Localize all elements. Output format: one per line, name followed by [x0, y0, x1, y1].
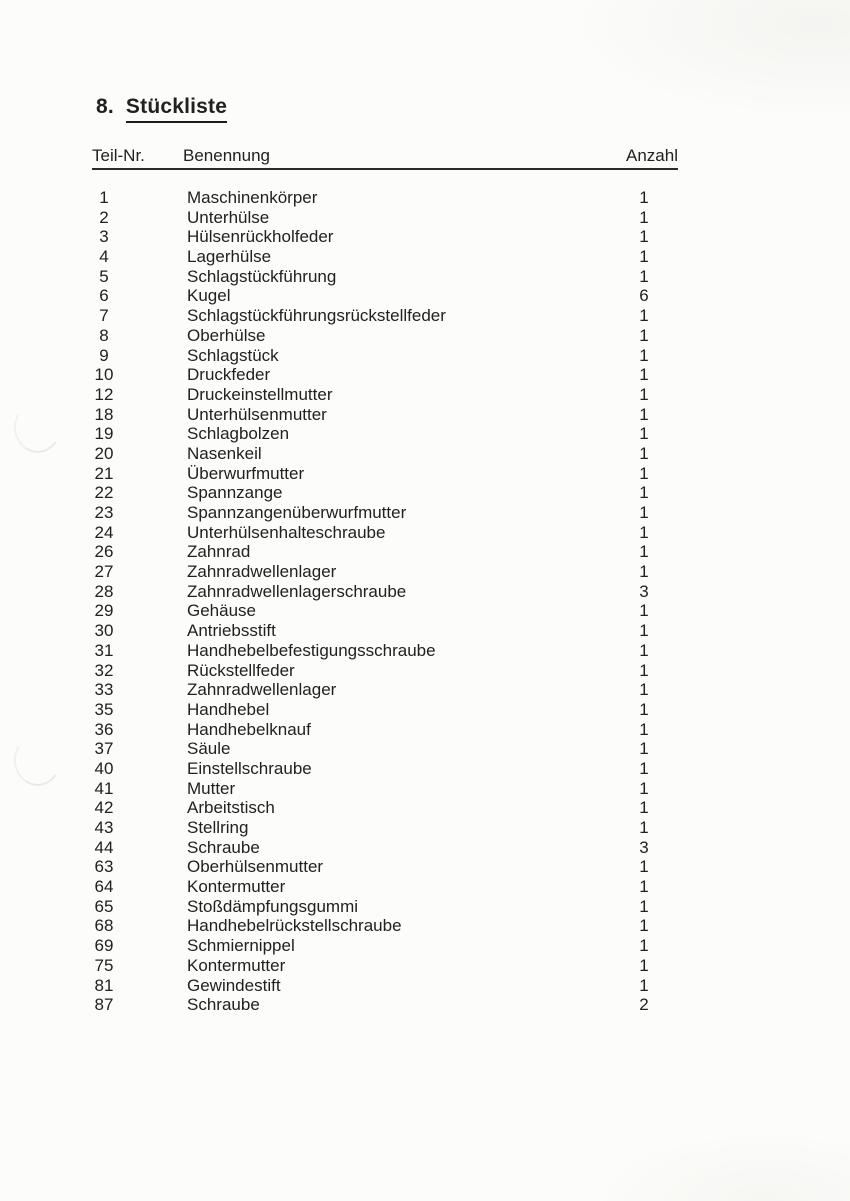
part-name-cell: Rückstellfeder — [187, 660, 295, 680]
part-number-cell: 68 — [94, 916, 114, 936]
table-row — [92, 720, 664, 740]
part-name-cell: Zahnradwellenlager — [187, 680, 337, 700]
table-row — [92, 621, 664, 641]
part-number-cell: 87 — [94, 995, 114, 1015]
table-row — [92, 365, 664, 385]
quantity-cell: 1 — [639, 542, 649, 562]
part-name-cell: Druckeinstellmutter — [187, 384, 333, 404]
quantity-cell: 1 — [639, 503, 649, 522]
quantity-cell: 1 — [639, 896, 649, 916]
part-name-cell: Kontermutter — [187, 877, 286, 897]
part-number-cell: 36 — [94, 719, 114, 739]
quantity-cell: 2 — [639, 995, 649, 1015]
quantity-cell: 1 — [639, 463, 649, 483]
part-name-cell: Druckfeder — [187, 365, 271, 385]
part-number-cell: 65 — [94, 896, 114, 916]
table-row — [92, 956, 664, 976]
part-number-cell: 5 — [99, 266, 109, 286]
part-name-cell: Stoßdämpfungsgummi — [187, 896, 359, 916]
table-row — [92, 267, 664, 287]
part-name-cell: Schraube — [187, 995, 260, 1015]
quantity-cell: 1 — [639, 404, 649, 424]
part-name-cell: Zahnrad — [187, 542, 251, 562]
part-name-cell: Schlagstück — [187, 345, 279, 365]
part-number-cell: 23 — [94, 503, 114, 522]
quantity-cell: 1 — [639, 207, 649, 227]
part-number-cell: 37 — [94, 739, 114, 759]
table-row — [92, 936, 664, 956]
table-row — [92, 798, 664, 818]
parts-table-header — [92, 147, 678, 170]
part-name-cell: Oberhülse — [187, 325, 266, 345]
part-name-cell: Handhebelbefestigungsschraube — [187, 640, 436, 660]
part-number-cell: 35 — [94, 699, 114, 719]
part-name-cell: Zahnradwellenlagerschraube — [187, 581, 407, 601]
quantity-cell: 1 — [639, 660, 649, 680]
quantity-cell: 1 — [639, 306, 649, 326]
part-number-cell: 9 — [99, 345, 109, 365]
table-row — [92, 247, 664, 267]
part-number-cell: 41 — [94, 778, 114, 798]
part-name-cell: Hülsenrückholfeder — [187, 227, 334, 247]
part-number-cell: 33 — [94, 680, 114, 700]
table-row — [92, 346, 664, 366]
table-row — [92, 995, 664, 1015]
section-heading — [96, 95, 227, 123]
quantity-cell: 1 — [639, 778, 649, 798]
part-number-cell: 27 — [94, 562, 114, 582]
part-number-cell: 81 — [94, 975, 114, 995]
quantity-cell: 1 — [639, 345, 649, 365]
part-name-cell: Gewindestift — [187, 975, 281, 995]
part-name-cell: Nasenkeil — [187, 443, 262, 463]
part-number-cell: 40 — [94, 758, 114, 778]
quantity-cell: 1 — [639, 227, 649, 247]
part-number-cell: 21 — [94, 463, 114, 483]
table-row — [92, 286, 664, 306]
part-number-cell: 12 — [94, 384, 114, 404]
part-number-cell: 29 — [94, 601, 114, 621]
table-row — [92, 700, 664, 720]
part-name-cell: Unterhülsenmutter — [187, 404, 327, 424]
scan-artifact-mark — [9, 399, 64, 457]
table-row — [92, 976, 664, 996]
table-row — [92, 582, 664, 602]
part-name-cell: Oberhülsenmutter — [187, 857, 324, 877]
part-number-cell: 28 — [94, 581, 114, 601]
table-row — [92, 306, 664, 326]
part-number-cell: 4 — [99, 247, 109, 267]
quantity-cell: 1 — [639, 325, 649, 345]
part-number-cell: 1 — [99, 188, 109, 207]
quantity-cell: 1 — [639, 443, 649, 463]
quantity-cell: 1 — [639, 975, 649, 995]
scan-artifact-mark — [9, 732, 64, 790]
table-row — [92, 405, 664, 425]
table-row — [92, 444, 664, 464]
part-name-cell: Schlagstückführungsrückstellfeder — [187, 306, 446, 326]
table-row — [92, 857, 664, 877]
table-row — [92, 739, 664, 759]
quantity-cell: 1 — [639, 936, 649, 956]
table-row — [92, 503, 664, 523]
table-row — [92, 523, 664, 543]
quantity-cell: 1 — [639, 424, 649, 444]
section-title: Stückliste — [126, 95, 227, 123]
quantity-cell: 1 — [639, 247, 649, 267]
quantity-cell: 1 — [639, 719, 649, 739]
table-row — [92, 916, 664, 936]
part-name-cell: Stellring — [187, 818, 249, 837]
table-row — [92, 483, 664, 503]
quantity-cell: 1 — [639, 522, 649, 542]
quantity-cell: 1 — [639, 188, 649, 207]
quantity-cell: 1 — [639, 857, 649, 877]
part-number-cell: 18 — [94, 404, 114, 424]
part-number-cell: 26 — [94, 542, 114, 562]
part-number-cell: 44 — [94, 837, 114, 857]
part-name-cell: Arbeitstisch — [187, 798, 275, 818]
part-name-cell: Kontermutter — [187, 955, 286, 975]
part-name-cell: Gehäuse — [187, 601, 256, 621]
quantity-cell: 1 — [639, 601, 649, 621]
table-row — [92, 326, 664, 346]
part-name-cell: Antriebsstift — [187, 621, 276, 641]
quantity-cell: 1 — [639, 758, 649, 778]
quantity-cell: 1 — [639, 699, 649, 719]
part-number-cell: 19 — [94, 424, 114, 444]
part-name-cell: Unterhülsenhalteschraube — [187, 522, 386, 542]
part-name-cell: Säule — [187, 739, 231, 759]
quantity-cell: 1 — [639, 640, 649, 660]
part-name-cell: Schlagbolzen — [187, 424, 290, 444]
part-number-cell: 24 — [94, 522, 114, 542]
table-row — [92, 385, 664, 405]
quantity-cell: 1 — [639, 621, 649, 641]
part-number-cell: 7 — [99, 306, 109, 326]
quantity-cell: 6 — [639, 286, 649, 306]
parts-table-body — [92, 188, 664, 1015]
quantity-cell: 1 — [639, 680, 649, 700]
part-name-cell: Überwurfmutter — [187, 463, 305, 483]
part-name-cell: Handhebel — [187, 699, 270, 719]
quantity-cell: 3 — [639, 837, 649, 857]
table-row — [92, 208, 664, 228]
quantity-cell: 1 — [639, 384, 649, 404]
quantity-cell: 1 — [639, 365, 649, 385]
part-number-cell: 10 — [94, 365, 114, 385]
part-number-cell: 30 — [94, 621, 114, 641]
part-name-cell: Handhebelknauf — [187, 719, 311, 739]
quantity-cell: 1 — [639, 877, 649, 897]
part-name-cell: Schraube — [187, 837, 260, 857]
part-name-cell: Handhebelrückstellschraube — [187, 916, 402, 936]
part-number-cell: 75 — [94, 955, 114, 975]
part-name-cell: Spannzangenüberwurfmutter — [187, 503, 407, 522]
table-row — [92, 779, 664, 799]
table-row — [92, 897, 664, 917]
part-name-cell: Schmiernippel — [187, 936, 295, 956]
part-name-cell: Schlagstückführung — [187, 266, 337, 286]
part-name-cell: Lagerhülse — [187, 247, 272, 267]
table-row — [92, 227, 664, 247]
quantity-cell: 1 — [639, 483, 649, 503]
table-row — [92, 838, 664, 858]
column-header-name: Benennung — [183, 146, 270, 165]
part-number-cell: 31 — [94, 640, 114, 660]
quantity-cell: 1 — [639, 739, 649, 759]
table-row — [92, 818, 664, 838]
part-name-cell: Unterhülse — [187, 207, 270, 227]
table-row — [92, 641, 664, 661]
table-row — [92, 680, 664, 700]
table-row — [92, 424, 664, 444]
part-name-cell: Kugel — [187, 286, 231, 306]
part-name-cell: Einstellschraube — [187, 758, 312, 778]
part-number-cell: 20 — [94, 443, 114, 463]
quantity-cell: 1 — [639, 955, 649, 975]
part-name-cell: Mutter — [187, 778, 236, 798]
part-number-cell: 69 — [94, 936, 114, 956]
quantity-cell: 1 — [639, 562, 649, 582]
table-row — [92, 464, 664, 484]
part-number-cell: 63 — [94, 857, 114, 877]
table-row — [92, 562, 664, 582]
part-number-cell: 64 — [94, 877, 114, 897]
section-number: 8. — [96, 95, 114, 118]
table-row — [92, 601, 664, 621]
part-number-cell: 8 — [99, 325, 109, 345]
part-number-cell: 2 — [99, 207, 109, 227]
part-name-cell: Spannzange — [187, 483, 283, 503]
part-number-cell: 32 — [94, 660, 114, 680]
column-header-part-number: Teil-Nr. — [92, 146, 145, 165]
quantity-cell: 1 — [639, 798, 649, 818]
column-header-quantity: Anzahl — [626, 146, 678, 165]
table-row — [92, 188, 664, 208]
part-number-cell: 22 — [94, 483, 114, 503]
part-number-cell: 6 — [99, 286, 109, 306]
part-name-cell: Zahnradwellenlager — [187, 562, 337, 582]
part-number-cell: 43 — [94, 818, 114, 837]
quantity-cell: 1 — [639, 818, 649, 837]
part-number-cell: 42 — [94, 798, 114, 818]
table-row — [92, 661, 664, 681]
table-row — [92, 542, 664, 562]
table-row — [92, 877, 664, 897]
quantity-cell: 3 — [639, 581, 649, 601]
quantity-cell: 1 — [639, 266, 649, 286]
part-name-cell: Maschinenkörper — [187, 188, 318, 207]
quantity-cell: 1 — [639, 916, 649, 936]
part-number-cell: 3 — [99, 227, 109, 247]
table-row — [92, 759, 664, 779]
